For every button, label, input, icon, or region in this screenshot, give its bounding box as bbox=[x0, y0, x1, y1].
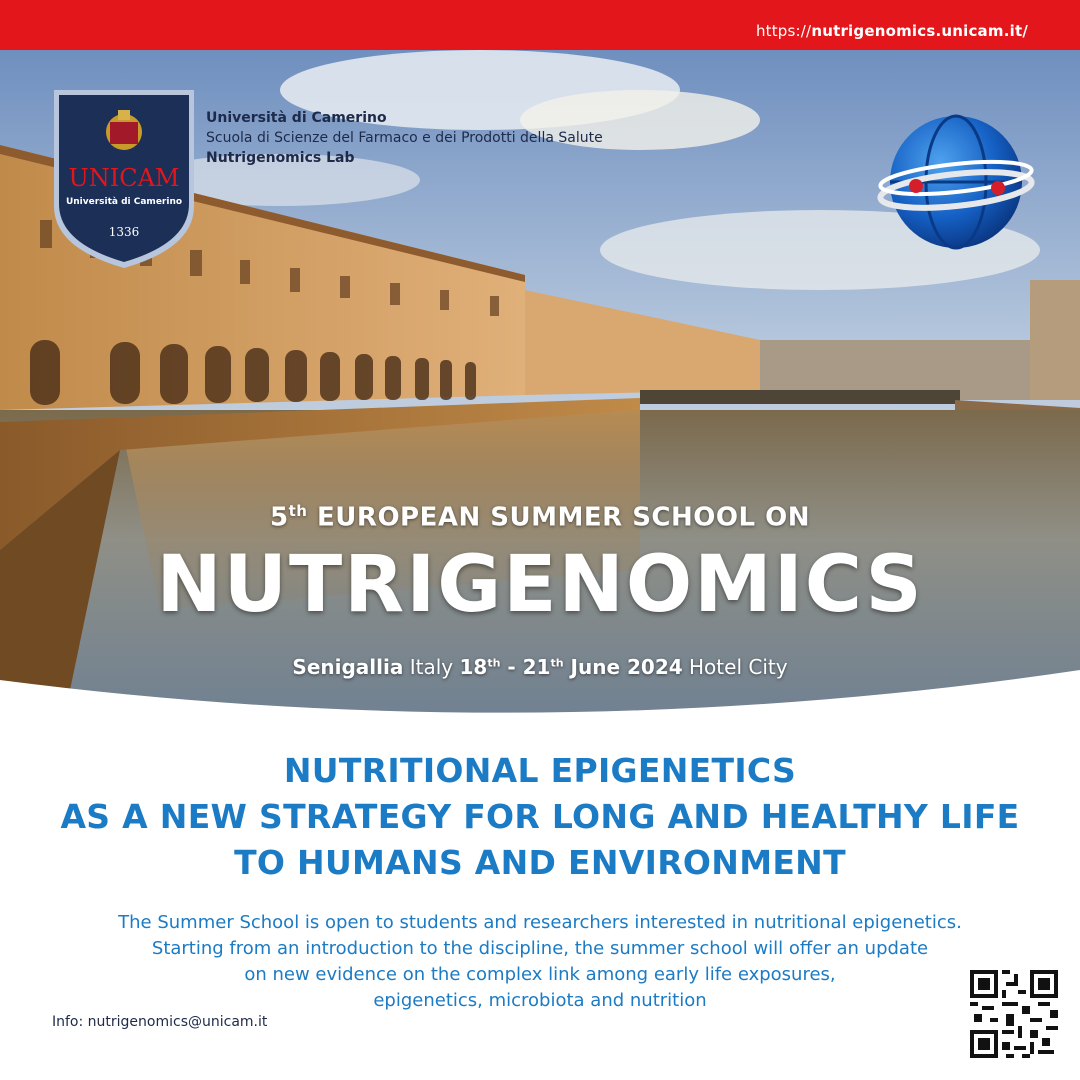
university-name: Università di Camerino bbox=[206, 110, 387, 126]
qr-code-icon[interactable] bbox=[970, 970, 1058, 1058]
top-banner bbox=[0, 0, 1080, 50]
logo-subtitle: Università di Camerino bbox=[65, 197, 183, 207]
event-details: Senigallia Italy 18th - 21th June 2024 Hotel City bbox=[292, 655, 788, 679]
unicam-shield-crest-icon bbox=[52, 88, 196, 270]
school-name: Scuola di Scienze del Farmaco e dei Prodotti della Salute bbox=[206, 130, 603, 146]
logo-year: 1336 bbox=[108, 225, 140, 239]
logo-name: UNICAM bbox=[68, 164, 180, 192]
contact-info[interactable]: Info: nutrigenomics@unicam.it bbox=[52, 1014, 268, 1030]
event-edition: 5th EUROPEAN SUMMER SCHOOL ON bbox=[270, 502, 810, 533]
institution-block bbox=[206, 108, 603, 168]
blue-globe-orbit-icon bbox=[876, 110, 1036, 255]
event-title: NUTRIGENOMICS bbox=[156, 540, 924, 630]
description: The Summer School is open to students and researchers interested in nutritional epigenetics. Starting from an introduction to the discipline, the summer school will offer an update on new evidence on the complex link among early life exposures, epigenetics, microbiota and nutrition bbox=[118, 912, 962, 1011]
website-link[interactable]: https://nutrigenomics.unicam.it/ bbox=[755, 22, 1028, 40]
lab-name: Nutrigenomics Lab bbox=[206, 150, 355, 166]
theme-heading: NUTRITIONAL EPIGENETICS AS A NEW STRATEGY FOR LONG AND HEALTHY LIFE TO HUMANS AND ENVIRONMENT bbox=[60, 751, 1020, 882]
